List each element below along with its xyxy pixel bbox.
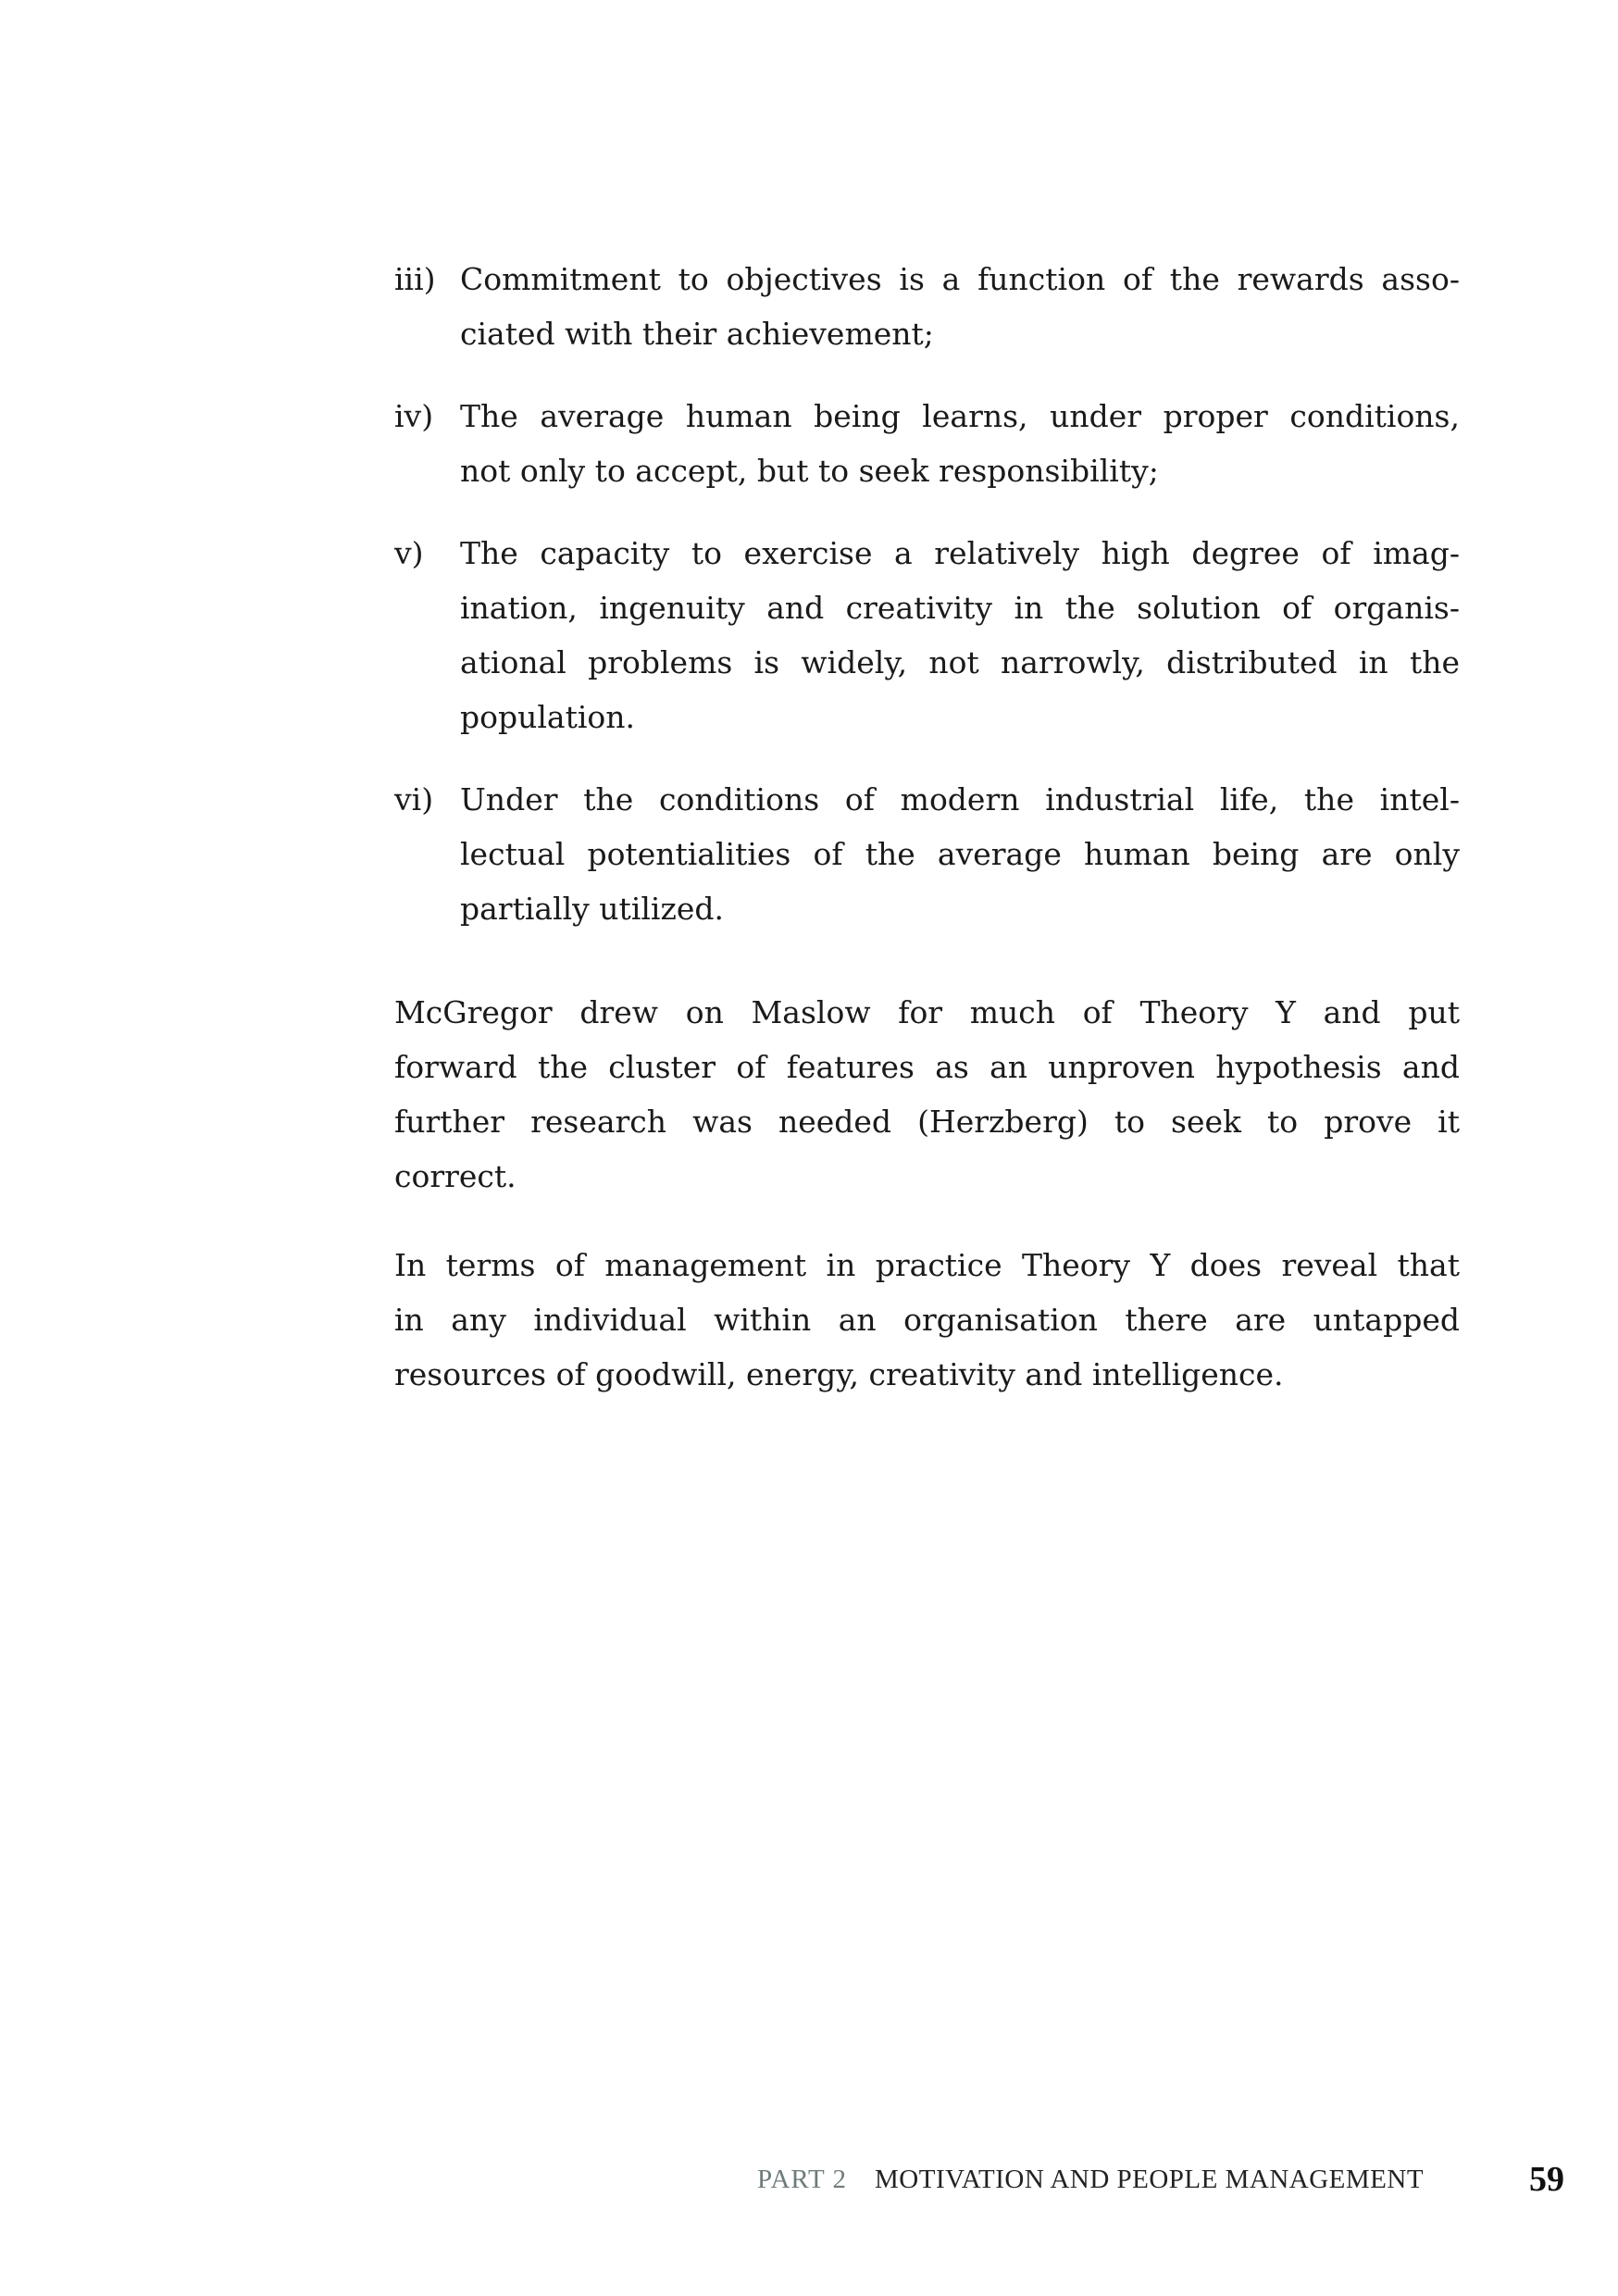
list-item (394, 389, 1460, 498)
list-item (394, 526, 1460, 744)
text-line: McGregor drew on Maslow for much of Theory Y and put (394, 994, 1460, 1030)
list-number: v) (394, 535, 424, 571)
text-line: In terms of management in practice Theory Y does reveal that (394, 1247, 1460, 1283)
text-line: lectual potentialities of the average human being are only (460, 836, 1460, 872)
list-number: iii) (394, 261, 436, 297)
footer-section-title: MOTIVATION AND PEOPLE MANAGEMENT (875, 2165, 1425, 2194)
list-number: iv) (394, 398, 434, 434)
footer-part-label: PART 2 (757, 2165, 847, 2194)
text-line: forward the cluster of features as an unproven hypothesis and (394, 1049, 1460, 1085)
list-item (394, 772, 1460, 936)
text-line: Commitment to objectives is a function of the rewards asso- (460, 261, 1460, 297)
text-line: not only to accept, but to seek responsibility; (460, 453, 1159, 489)
text-line: The average human being learns, under proper conditions, (460, 398, 1460, 434)
text-line: partially utilized. (460, 891, 725, 927)
text-line: further research was needed (Herzberg) to seek to prove it (394, 1104, 1460, 1140)
page-number: 59 (1529, 2160, 1564, 2199)
text-line: population. (460, 699, 636, 735)
text-line: ination, ingenuity and creativity in the solution of organis- (460, 590, 1460, 626)
text-line: correct. (394, 1158, 517, 1194)
text-line: ciated with their achievement; (460, 316, 934, 352)
text-line: Under the conditions of modern industrial life, the intel- (460, 781, 1460, 817)
text-line: in any individual within an organisation there are untapped (394, 1302, 1460, 1338)
page-body (394, 252, 1460, 1436)
paragraph (394, 985, 1460, 1204)
list-number: vi) (394, 781, 434, 817)
text-line: resources of goodwill, energy, creativity and intelligence. (394, 1356, 1284, 1392)
paragraph (394, 1238, 1460, 1402)
text-line: ational problems is widely, not narrowly, distributed in the (460, 644, 1460, 680)
text-line: The capacity to exercise a relatively high degree of imag- (460, 535, 1460, 571)
list-item (394, 252, 1460, 361)
